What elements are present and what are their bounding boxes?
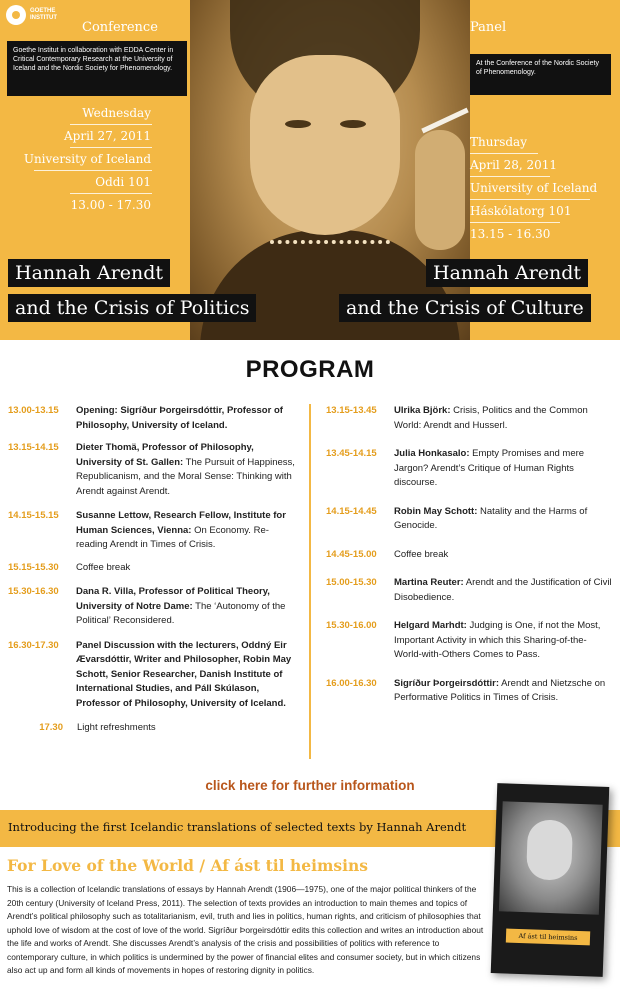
- program-item-description: Coffee break: [394, 548, 449, 560]
- program-item-description: Susanne Lettow, Research Fellow, Institute for Human Sciences, Vienna: On Economy. Re-reading Arendt in Times of Crisis.: [76, 510, 286, 550]
- program-item-time: 14.15-14.45: [326, 505, 377, 517]
- conference-description: Goethe Institut in collaboration with EDDA Center in Critical Contemporary Research at the University of Iceland and the Nordic Society for Phenomenology.: [7, 41, 187, 96]
- program-item: [326, 548, 612, 563]
- program-item-time: 15.30-16.30: [8, 586, 59, 597]
- book-intro-text: Introducing the first Icelandic translations of selected texts by Hannah Arendt: [8, 820, 467, 834]
- program-item: [326, 619, 612, 663]
- panel-description: At the Conference of the Nordic Society of Phenomenology.: [470, 54, 611, 95]
- program-item-time: 15.30-16.00: [326, 620, 377, 631]
- book-cover: [491, 783, 610, 977]
- program-item: [8, 561, 300, 576]
- title-culture-line2: and the Crisis of Culture: [339, 294, 591, 322]
- program-item-description: Robin May Schott: Natality and the Harms of Genocide.: [394, 505, 588, 531]
- program-item-description: Julia Honkasalo: Empty Promises and mere Jargon? Arendt’s Critique of Human Rights discourse.: [394, 448, 585, 488]
- book-cover-title: Af ást til heimsins: [506, 929, 590, 946]
- program-right-column: [326, 404, 612, 706]
- title-politics-line2: and the Crisis of Politics: [8, 294, 256, 322]
- program-item-description: Sigríður Þorgeirsdóttir: Arendt and Nietzsche on Performative Politics in Times of Crisis.: [394, 677, 606, 703]
- program-item: [326, 677, 612, 706]
- program-item-time: 15.15-15.30: [8, 561, 59, 573]
- program-item-description: Martina Reuter: Arendt and the Justification of Civil Disobedience.: [394, 577, 612, 603]
- program-item: [326, 576, 612, 605]
- program-heading: PROGRAM: [245, 356, 375, 383]
- program-item-time: 15.00-15.30: [326, 577, 377, 588]
- program-item: [8, 441, 300, 499]
- program-item: [8, 721, 300, 736]
- program-item: [8, 509, 300, 553]
- further-info-link[interactable]: click here for further information: [205, 778, 415, 793]
- program-item-time: 13.00-13.15: [8, 405, 59, 416]
- program-item-description: Helgard Marhdt: Judging is One, if not the Most, Important Activity in which this Sharing-of-the-World-with-Others Comes to Pass.: [394, 620, 601, 660]
- program-item-time: 17.30: [39, 722, 63, 733]
- program-item: [8, 639, 300, 712]
- goethe-institut-logo: GOETHE INSTITUT: [6, 5, 70, 25]
- program-item: [8, 585, 300, 629]
- program-item-time: 13.15-14.15: [8, 442, 59, 453]
- program-item-description: Ulrika Björk: Crisis, Politics and the Common World: Arendt and Husserl.: [394, 405, 588, 431]
- program-item-description: Dana R. Villa, Professor of Political Theory, University of Notre Dame: The ‘Autonomy of the Political’ Reconsidered.: [76, 586, 286, 626]
- program-item-time: 13.45-14.15: [326, 448, 377, 459]
- program-item-description: Light refreshments: [77, 722, 156, 733]
- program-item-time: 14.15-15.15: [8, 510, 59, 521]
- program-item-time: 14.45-15.00: [326, 548, 377, 560]
- event-header: [0, 0, 620, 340]
- program-divider: [309, 404, 311, 759]
- panel-details: Thursday April 28, 2011 University of Iceland Háskólatorg 101 13.15 - 16.30: [470, 135, 598, 241]
- program-left-column: [8, 404, 300, 736]
- program-item-time: 16.30-17.30: [8, 639, 59, 651]
- book-description: This is a collection of Icelandic translations of essays by Hannah Arendt (1906—1975), one of the major political thinkers of the 20th century (University of Iceland Press, 2011). The selection of texts provides an introduction to main themes and topics of Arendt’s political philosophy such as totalitarianism, evil, truth and lies in politics, human rights, and criticism of philosophies that uphold love of wisdom at the cost of love of the world. Sigríður Þorgeirsdóttir edits this collection and writes an introduction about the life and works of Arendt. She discusses Arendt’s analysis of the crisis and possibilities of politics with reference to contemporary culture, in which politics is undermined by the power of financial elites and consumer society, but in which citizens also act up and form all kinds of movements in hopes of restoring dignity in politics.: [7, 884, 484, 975]
- program-item: [326, 505, 612, 534]
- title-politics-line1: Hannah Arendt: [8, 259, 170, 287]
- conference-label: Conference: [82, 20, 158, 35]
- book-title: For Love of the World / Af ást til heimsins: [7, 856, 368, 875]
- title-culture-line1: Hannah Arendt: [426, 259, 588, 287]
- goethe-logo-icon: [6, 5, 26, 25]
- panel-label: Panel: [470, 20, 507, 35]
- program-item-time: 16.00-16.30: [326, 677, 377, 689]
- program-item: [326, 404, 612, 433]
- program-item: [326, 447, 612, 491]
- program-item-description: Dieter Thomä, Professor of Philosophy, University of St. Gallen: The Pursuit of Happiness, Republicanism, and the Moral Sense: Thinking with Arendt against Arendt.: [76, 442, 295, 497]
- program-item-time: 13.15-13.45: [326, 405, 377, 416]
- program-item: [8, 404, 300, 433]
- program-item-description: Panel Discussion with the lecturers, Oddný Eir Ævarsdóttir, Writer and Philosopher, Robin May Schott, Senior Researcher, Danish Institute of International Studies, and Páll Skúlason, Professor of Philosophy, University of Iceland.: [76, 639, 292, 709]
- program-item-description: Opening: Sigríður Þorgeirsdóttir, Professor of Philosophy, University of Iceland.: [76, 405, 283, 431]
- arendt-portrait-photo: [190, 0, 470, 340]
- program-item-description: Coffee break: [76, 561, 131, 573]
- conference-details: Wednesday April 27, 2011 University of Iceland Oddi 101 13.00 - 17.30: [23, 106, 151, 212]
